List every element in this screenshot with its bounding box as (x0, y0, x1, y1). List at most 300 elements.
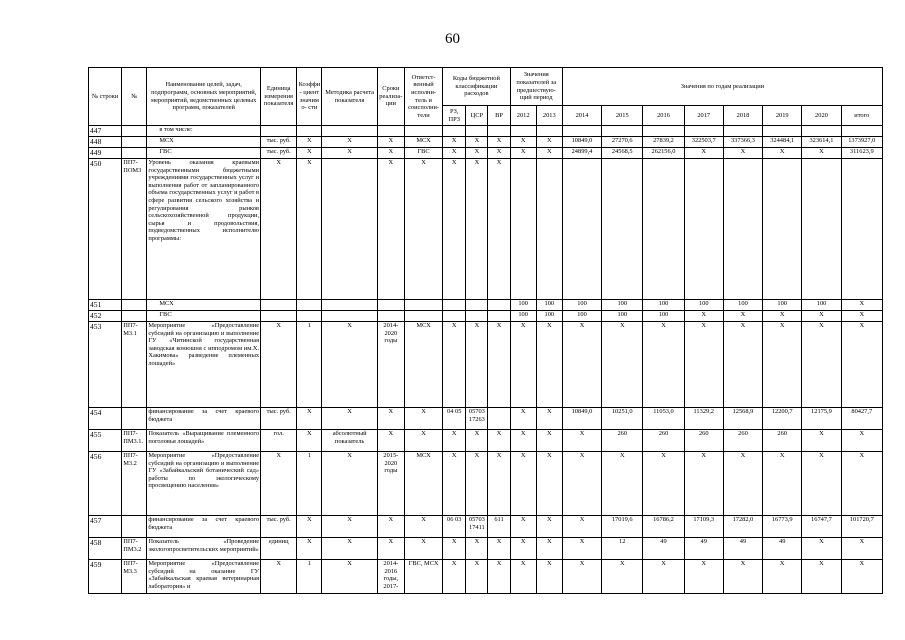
row-value-2014: 10849,0 (562, 408, 601, 430)
row-value-2015: 260 (602, 430, 643, 452)
row-vr: X (488, 538, 510, 560)
row-code: ПП7- М3.3 (122, 560, 147, 594)
row-value-2019: 100 (763, 300, 802, 311)
row-responsible: X (404, 159, 442, 300)
row-value-total: 101720,7 (841, 516, 882, 538)
row-name: Мероприятие «Предоставление субсидий на организацию и выполнение ГУ «Читинской государственная заводская конюшня с ипподромом им.Х. Хакимова» разведение племенных лошадей» (147, 322, 261, 408)
row-coefficient: X (297, 538, 322, 560)
row-unit: X (261, 322, 297, 408)
row-value-2017: X (684, 560, 723, 594)
row-value-2012: X (510, 538, 536, 560)
row-responsible (404, 311, 442, 322)
header-name: Наименование целей, задач, подпрограмм, основных мероприятий, мероприятий, ведомственных целевых программ, показателей (147, 68, 261, 126)
header-method: Методика расчета показателя (322, 68, 377, 126)
row-code: ПП7- М3.1 (122, 322, 147, 408)
row-coefficient: X (297, 159, 322, 300)
row-vr (488, 408, 510, 430)
row-value-2019: X (763, 148, 802, 159)
row-terms: X (377, 159, 404, 300)
header-terms: Сроки реализа- ции (377, 68, 404, 126)
row-value-2016: 16786,2 (643, 516, 684, 538)
row-value-total: X (841, 538, 882, 560)
row-responsible: X (404, 538, 442, 560)
row-number: 458 (89, 538, 122, 560)
row-value-2013: 100 (536, 311, 562, 322)
row-value-2018: X (723, 452, 762, 516)
row-csr: X (466, 430, 488, 452)
row-rz: X (443, 159, 466, 300)
row-value-2015: 27270,6 (602, 137, 643, 148)
row-value-2016: X (643, 322, 684, 408)
row-rz: 06 03 (443, 516, 466, 538)
row-responsible: МСХ (404, 452, 442, 516)
row-code (122, 516, 147, 538)
row-value-2018: 12568,9 (723, 408, 762, 430)
row-value-2019: 260 (763, 430, 802, 452)
row-csr: X (466, 159, 488, 300)
row-vr: X (488, 560, 510, 594)
row-csr: X (466, 322, 488, 408)
row-value-2016: 11053,0 (643, 408, 684, 430)
row-value-2013: X (536, 408, 562, 430)
row-method (322, 311, 377, 322)
row-value-2012: X (510, 148, 536, 159)
row-value-2012: X (510, 322, 536, 408)
header-code: № (122, 68, 147, 126)
row-value-2014: X (562, 538, 601, 560)
row-value-2017: 17109,3 (684, 516, 723, 538)
row-coefficient (297, 126, 322, 137)
row-value-2018: 100 (723, 300, 762, 311)
row-unit: тыс. руб. (261, 516, 297, 538)
row-value-total: 311623,9 (841, 148, 882, 159)
row-responsible: ГВС, МСХ (404, 560, 442, 594)
program-indicators-table (88, 67, 883, 594)
table-row (89, 408, 883, 430)
row-csr: X (466, 560, 488, 594)
row-value-2018: 49 (723, 538, 762, 560)
row-value-2019: X (763, 322, 802, 408)
header-rz: РЗ, ПРЗ (443, 106, 466, 126)
row-value-2017: 260 (684, 430, 723, 452)
row-unit: X (261, 452, 297, 516)
row-coefficient: X (297, 148, 322, 159)
row-code: ПП7- М3.2 (122, 452, 147, 516)
row-unit (261, 126, 297, 137)
header-years-title: Значения по годам реализации (562, 68, 882, 106)
row-value-2019: 16773,9 (763, 516, 802, 538)
row-value-total: X (841, 311, 882, 322)
row-name: Показатель «Выращивание племенного поголовья лошадей» (147, 430, 261, 452)
row-name: МСХ (147, 300, 261, 311)
header-unit: Единица измерения показателя (261, 68, 297, 126)
row-value-2013: X (536, 322, 562, 408)
table-row (89, 148, 883, 159)
row-name: ГВС (147, 148, 261, 159)
row-value-2020 (802, 126, 841, 137)
row-value-total: 1373927,0 (841, 137, 882, 148)
row-value-2019: X (763, 311, 802, 322)
row-number: 453 (89, 322, 122, 408)
header-year-2015: 2015 (602, 106, 643, 126)
table-row (89, 137, 883, 148)
row-value-2019: X (763, 560, 802, 594)
row-value-2015 (602, 159, 643, 300)
row-terms: X (377, 538, 404, 560)
row-code: ПП7- ПМ3.1. (122, 430, 147, 452)
row-value-2014: 24899,4 (562, 148, 601, 159)
header-year-2012: 2012 (510, 106, 536, 126)
row-value-2020: X (802, 560, 841, 594)
row-value-2017 (684, 126, 723, 137)
row-responsible: X (404, 430, 442, 452)
row-vr: X (488, 159, 510, 300)
row-csr: X (466, 452, 488, 516)
row-name: финансирование за счет краевого бюджета (147, 408, 261, 430)
row-value-2020: X (802, 322, 841, 408)
row-value-2012: X (510, 408, 536, 430)
row-number: 455 (89, 430, 122, 452)
row-value-2014: X (562, 452, 601, 516)
header-year-2020: 2020 (802, 106, 841, 126)
row-code (122, 148, 147, 159)
row-number: 450 (89, 159, 122, 300)
table-row (89, 538, 883, 560)
table-row (89, 322, 883, 408)
row-value-2016: 100 (643, 300, 684, 311)
header-year-2013: 2013 (536, 106, 562, 126)
row-value-2012 (510, 159, 536, 300)
row-vr: X (488, 148, 510, 159)
row-terms: 2014- 2016 годы, 2017- (377, 560, 404, 594)
row-rz: X (443, 148, 466, 159)
row-value-2013: X (536, 452, 562, 516)
row-csr (466, 300, 488, 311)
row-code (122, 311, 147, 322)
row-method: X (322, 516, 377, 538)
row-method (322, 159, 377, 300)
row-responsible (404, 300, 442, 311)
row-rz: X (443, 452, 466, 516)
row-value-2015: 100 (602, 300, 643, 311)
row-vr: 611 (488, 516, 510, 538)
row-value-2017: 11329,2 (684, 408, 723, 430)
row-value-2019: X (763, 452, 802, 516)
row-vr: X (488, 137, 510, 148)
row-method: X (322, 560, 377, 594)
row-value-2019: 49 (763, 538, 802, 560)
row-unit: тыс. руб. (261, 148, 297, 159)
row-unit (261, 300, 297, 311)
row-value-2015 (602, 126, 643, 137)
row-name: Показатель «Проведение экологопросветительских мероприятий» (147, 538, 261, 560)
row-value-2015: 10251,0 (602, 408, 643, 430)
row-value-2017: X (684, 452, 723, 516)
row-vr: X (488, 452, 510, 516)
row-method: X (322, 538, 377, 560)
row-value-2020: X (802, 430, 841, 452)
row-value-2017: X (684, 148, 723, 159)
row-unit: тыс. руб. (261, 408, 297, 430)
table-row (89, 311, 883, 322)
header-row-no: № строки (89, 68, 122, 126)
row-unit: X (261, 159, 297, 300)
row-value-2020: X (802, 148, 841, 159)
row-name: МСХ (147, 137, 261, 148)
row-value-2012: X (510, 137, 536, 148)
row-unit: единиц (261, 538, 297, 560)
row-value-2014: X (562, 560, 601, 594)
row-vr: X (488, 322, 510, 408)
row-value-2020: 16747,7 (802, 516, 841, 538)
row-coefficient: X (297, 430, 322, 452)
row-responsible: МСХ (404, 322, 442, 408)
row-number: 448 (89, 137, 122, 148)
row-value-2016: 262156,0 (643, 148, 684, 159)
row-value-2018: 337366,3 (723, 137, 762, 148)
row-number: 451 (89, 300, 122, 311)
table-row (89, 159, 883, 300)
row-terms: X (377, 430, 404, 452)
row-method: абсолютный показатель (322, 430, 377, 452)
row-method: X (322, 408, 377, 430)
row-responsible (404, 126, 442, 137)
row-number: 447 (89, 126, 122, 137)
row-value-2017: 322503,7 (684, 137, 723, 148)
row-terms: X (377, 148, 404, 159)
row-value-2015: 100 (602, 311, 643, 322)
row-terms: X (377, 137, 404, 148)
row-method: X (322, 148, 377, 159)
row-responsible: X (404, 516, 442, 538)
row-value-2013: X (536, 560, 562, 594)
row-value-2018 (723, 159, 762, 300)
row-value-2015: X (602, 322, 643, 408)
header-total: итого (841, 106, 882, 126)
row-name: финансирование за счет краевого бюджета (147, 516, 261, 538)
row-code (122, 126, 147, 137)
row-value-total: X (841, 322, 882, 408)
row-coefficient: X (297, 516, 322, 538)
row-code (122, 408, 147, 430)
row-vr (488, 311, 510, 322)
row-value-2018: X (723, 560, 762, 594)
row-coefficient (297, 300, 322, 311)
row-value-2014: X (562, 430, 601, 452)
row-value-2020: 100 (802, 300, 841, 311)
row-csr (466, 126, 488, 137)
row-value-2018 (723, 126, 762, 137)
row-unit: гол. (261, 430, 297, 452)
row-name: ГВС (147, 311, 261, 322)
row-value-2020: 12175,9 (802, 408, 841, 430)
row-value-2019 (763, 159, 802, 300)
row-value-2012: X (510, 560, 536, 594)
row-terms: 2015- 2020 годы (377, 452, 404, 516)
row-value-2014: X (562, 516, 601, 538)
row-name: Мероприятие «Предоставление субсидий на оказание ГУ «Забайкальская краевая ветеринарная лаборатория» и (147, 560, 261, 594)
row-value-2020: X (802, 538, 841, 560)
row-value-2013 (536, 159, 562, 300)
row-value-2014 (562, 126, 601, 137)
row-number: 457 (89, 516, 122, 538)
row-value-total (841, 126, 882, 137)
row-value-2014: X (562, 322, 601, 408)
row-csr (466, 311, 488, 322)
row-value-total: X (841, 430, 882, 452)
page-number: 60 (445, 31, 460, 47)
row-terms: X (377, 516, 404, 538)
row-coefficient: 1 (297, 452, 322, 516)
row-terms (377, 126, 404, 137)
row-value-2019: 324484,1 (763, 137, 802, 148)
row-rz: 04 05 (443, 408, 466, 430)
row-name: в том числе: (147, 126, 261, 137)
row-rz (443, 126, 466, 137)
row-responsible: X (404, 408, 442, 430)
row-terms (377, 300, 404, 311)
row-csr: 05703 17263 (466, 408, 488, 430)
row-code: ПП7- ПМ3.2 (122, 538, 147, 560)
row-code (122, 137, 147, 148)
row-value-2014 (562, 159, 601, 300)
row-value-2019 (763, 126, 802, 137)
header-year-2019: 2019 (763, 106, 802, 126)
row-value-2016: 100 (643, 311, 684, 322)
row-csr: X (466, 538, 488, 560)
row-rz: X (443, 430, 466, 452)
row-value-2015: 12 (602, 538, 643, 560)
table-row (89, 300, 883, 311)
row-value-2018: X (723, 148, 762, 159)
row-value-2017 (684, 159, 723, 300)
row-value-2013: X (536, 148, 562, 159)
row-value-2014: 100 (562, 311, 601, 322)
row-value-total: 80427,7 (841, 408, 882, 430)
row-terms (377, 311, 404, 322)
row-method: X (322, 322, 377, 408)
row-value-2020: X (802, 311, 841, 322)
row-value-2017: 49 (684, 538, 723, 560)
row-unit: X (261, 560, 297, 594)
header-csr: ЦСР (466, 106, 488, 126)
row-value-2013: X (536, 516, 562, 538)
table-row (89, 126, 883, 137)
row-value-2015: X (602, 452, 643, 516)
row-unit (261, 311, 297, 322)
row-name: Мероприятие «Предоставление субсидий на организацию и выполнение ГУ «Забайкальский ботанический сад» работы по экологическому просвещению населения» (147, 452, 261, 516)
header-coef: Коэффи- циент значимо- сти (297, 68, 322, 126)
header-year-2018: 2018 (723, 106, 762, 126)
row-value-2014: 10849,0 (562, 137, 601, 148)
row-value-2013: X (536, 538, 562, 560)
header-responsible: Ответст- венный исполни- тель и соисполни- тели (404, 68, 442, 126)
row-rz: X (443, 322, 466, 408)
row-value-total: X (841, 560, 882, 594)
row-vr (488, 300, 510, 311)
row-responsible: ГВС (404, 148, 442, 159)
row-value-2012: X (510, 430, 536, 452)
header-vr: ВР (488, 106, 510, 126)
row-value-2016: 27839,2 (643, 137, 684, 148)
table-row (89, 560, 883, 594)
row-value-2015: 17019,6 (602, 516, 643, 538)
row-value-2014: 100 (562, 300, 601, 311)
row-value-total: X (841, 300, 882, 311)
row-responsible: МСХ (404, 137, 442, 148)
row-value-2012 (510, 126, 536, 137)
row-number: 456 (89, 452, 122, 516)
row-code (122, 300, 147, 311)
row-csr: X (466, 148, 488, 159)
row-number: 449 (89, 148, 122, 159)
row-rz: X (443, 560, 466, 594)
header-prev-period: Значения показателей за предшествую- щий период (510, 68, 562, 106)
row-code: ПП7- ПОМ3 (122, 159, 147, 300)
row-number: 459 (89, 560, 122, 594)
row-csr: X (466, 137, 488, 148)
row-value-2016 (643, 126, 684, 137)
row-value-2013 (536, 126, 562, 137)
row-value-2016: 49 (643, 538, 684, 560)
row-value-2019: 12200,7 (763, 408, 802, 430)
table-row (89, 452, 883, 516)
row-value-2016: 260 (643, 430, 684, 452)
header-kbk: Коды бюджетной классификации расходов (443, 68, 510, 106)
row-value-2012: 100 (510, 311, 536, 322)
row-rz: X (443, 538, 466, 560)
row-rz (443, 311, 466, 322)
row-value-2018: 17282,0 (723, 516, 762, 538)
row-value-2020: 323614,1 (802, 137, 841, 148)
row-value-2020: X (802, 452, 841, 516)
row-vr: X (488, 430, 510, 452)
row-method (322, 126, 377, 137)
row-value-2015: 24568,5 (602, 148, 643, 159)
row-value-2012: X (510, 452, 536, 516)
row-value-2016: X (643, 560, 684, 594)
row-name: Уровень оказания краевыми государственными бюджетными учреждениями государственных услуг и выполнения работ от запланированного объема государственных услуг и работ в сфере развития сельского хозяйства и регулирования рынков сельскохозяйственной продукции, сырья и продовольствия, подведомственных исполнителю программы: (147, 159, 261, 300)
row-value-2020 (802, 159, 841, 300)
row-value-2018: X (723, 311, 762, 322)
header-year-2016: 2016 (643, 106, 684, 126)
row-unit: тыс. руб. (261, 137, 297, 148)
row-value-2017: X (684, 322, 723, 408)
header-year-2017: 2017 (684, 106, 723, 126)
row-csr: 05703 17411 (466, 516, 488, 538)
row-value-2016 (643, 159, 684, 300)
row-terms: 2014- 2020 годы (377, 322, 404, 408)
row-rz: X (443, 137, 466, 148)
row-number: 454 (89, 408, 122, 430)
row-coefficient (297, 311, 322, 322)
row-method (322, 300, 377, 311)
table-row (89, 430, 883, 452)
row-value-2017: 100 (684, 300, 723, 311)
table-row (89, 516, 883, 538)
row-value-2016: X (643, 452, 684, 516)
row-coefficient: X (297, 408, 322, 430)
row-terms: X (377, 408, 404, 430)
row-number: 452 (89, 311, 122, 322)
row-rz (443, 300, 466, 311)
row-value-2017: X (684, 311, 723, 322)
row-vr (488, 126, 510, 137)
row-value-total (841, 159, 882, 300)
row-value-2013: 100 (536, 300, 562, 311)
row-value-total: X (841, 452, 882, 516)
row-value-2013: X (536, 137, 562, 148)
